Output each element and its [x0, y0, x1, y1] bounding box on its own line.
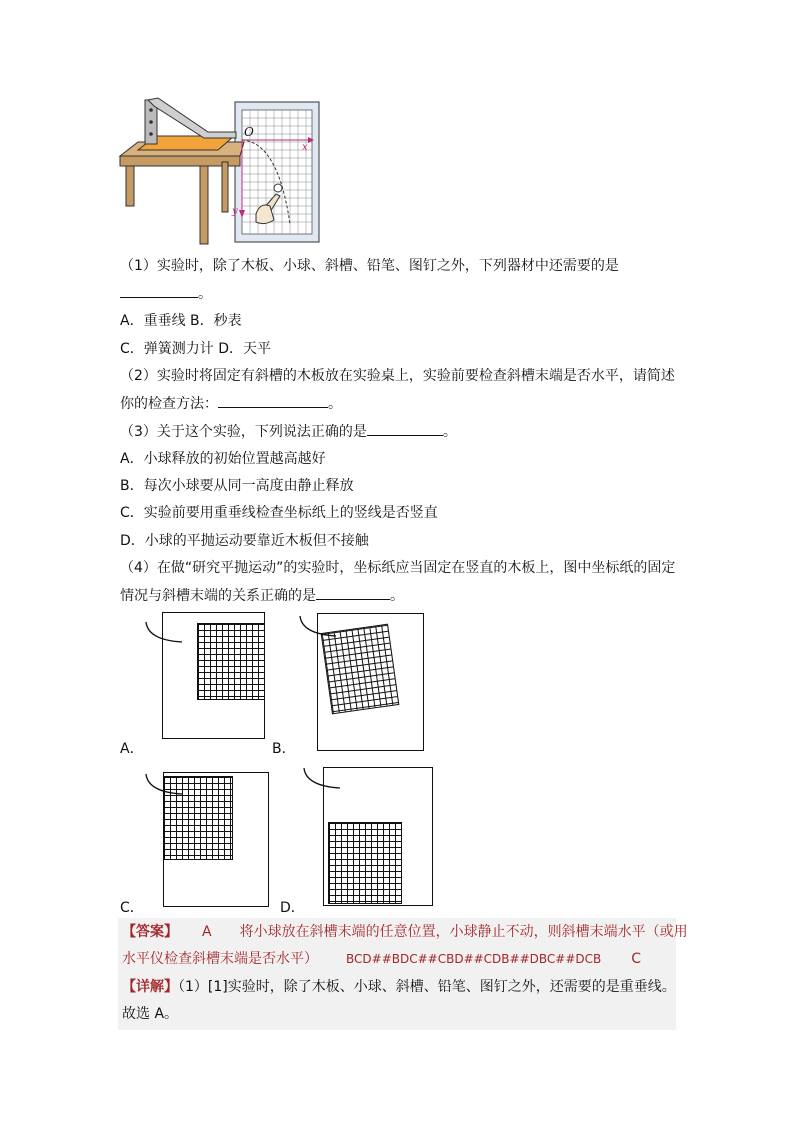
origin-label: O — [244, 125, 254, 139]
q4-option-b-chute — [294, 614, 344, 644]
answer-q3: BCD##BDC##CBD##CDB##DBC##DCB — [346, 952, 602, 966]
q4-option-c-chute — [140, 772, 190, 802]
q4-stem-line2: 情况与斜槽末端的关系正确的是 。 — [120, 585, 404, 606]
answer-q2-part2: 水平仪检查斜槽末端是否水平） — [122, 951, 318, 967]
detail-tag: 【详解】 — [122, 979, 178, 995]
answer-q4: C — [631, 951, 642, 967]
q3-option-b: B．每次小球要从同一高度由静止释放 — [120, 478, 354, 494]
q2-stem-line1: （2）实验时将固定有斜槽的木板放在实验桌上，实验前要检查斜槽末端是否水平，请简述 — [120, 368, 675, 384]
answer-line2 — [122, 949, 641, 969]
q4-option-b-label: B． — [272, 741, 296, 757]
q4-answer-blank[interactable] — [316, 585, 390, 600]
q3-stem: （3）关于这个实验，下列说法正确的是 。 — [120, 421, 457, 442]
answer-q2-part1: 将小球放在斜槽末端的任意位置，小球静止不动，则斜槽末端水平（或用 — [239, 924, 688, 940]
q1-stem-line1: （1）实验时，除了木板、小球、斜槽、铅笔、图钉之外，下列器材中还需要的是 — [120, 258, 619, 274]
q2-stem-line2: 你的检查方法： 。 — [120, 393, 342, 414]
q3-option-a: A．小球释放的初始位置越高越好 — [120, 451, 326, 467]
q3-option-c: C．实验前要用重垂线检查坐标纸上的竖线是否竖直 — [120, 505, 438, 521]
q4-option-a-label: A． — [120, 741, 144, 757]
x-axis-label: x — [302, 142, 308, 153]
answer-tag: 【答案】 — [122, 924, 178, 940]
conclusion-line: 故选 A。 — [122, 1006, 179, 1022]
q3-option-d: D．小球的平抛运动要靠近木板但不接触 — [120, 533, 369, 549]
detail-text: （1）[1]实验时，除了木板、小球、斜槽、铅笔、图钉之外，还需要的是重垂线。 — [178, 979, 676, 995]
q1-options-cd: C．弹簧测力计 D．天平 — [120, 341, 272, 357]
q3-answer-blank[interactable] — [367, 421, 443, 436]
q4-option-d-grid — [328, 822, 402, 904]
answer-q1: A — [202, 924, 212, 940]
q2-answer-blank[interactable] — [218, 393, 328, 408]
q1-options-ab: A．重垂线 B．秒表 — [120, 313, 242, 329]
q4-option-a-grid — [197, 623, 265, 700]
q4-stem-line1: （4）在做“研究平抛运动”的实验时，坐标纸应当固定在竖直的木板上，图中坐标纸的固定 — [120, 560, 676, 576]
q4-option-a-chute — [140, 620, 190, 650]
q4-option-d-chute — [298, 766, 348, 796]
detail-line — [122, 977, 676, 997]
y-axis-label: y — [232, 206, 238, 217]
q1-answer-blank[interactable] — [120, 283, 198, 298]
q4-option-d-label: D． — [280, 900, 305, 916]
q1-stem-line2: 。 — [120, 283, 212, 304]
answer-line1 — [122, 922, 688, 942]
q4-option-c-label: C． — [120, 900, 144, 916]
apparatus-illustration — [118, 96, 323, 248]
